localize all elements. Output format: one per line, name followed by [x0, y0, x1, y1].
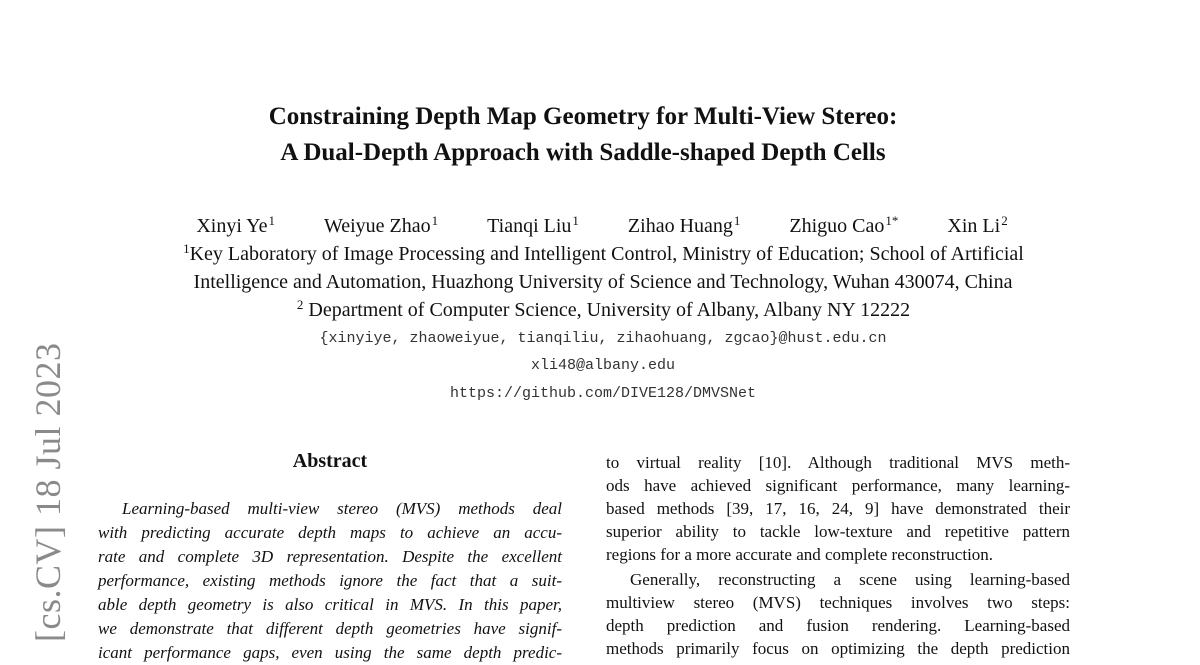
abstract-line: with predicting accurate depth maps to achieve an accu- — [98, 523, 562, 542]
intro-paragraph-1 — [606, 451, 1070, 566]
paper-title — [0, 99, 1166, 171]
abstract-line: rate and complete 3D representation. Despite the excellent — [98, 547, 562, 566]
author: Xinyi Ye$^1$ — [196, 212, 275, 237]
abstract-body — [98, 497, 562, 665]
author: Xin Li$^2$ — [947, 212, 1008, 237]
intro-line: regions for a more accurate and complete reconstruction. — [606, 545, 994, 564]
author: Tianqi Liu$^1$ — [487, 212, 579, 237]
affiliation-line-2: Intelligence and Automation, Huazhong University of Science and Technology, Wuhan 430074, China — [193, 271, 1013, 293]
introduction-column — [606, 451, 1070, 660]
intro-line: to virtual reality [10]. Although traditional MVS meth- — [606, 453, 1070, 472]
abstract-line: performance, existing methods ignore the fact that a suit- — [98, 571, 562, 590]
author: Weiyue Zhao$^1$ — [323, 212, 439, 237]
intro-line: Generally, reconstructing a scene using learning-based — [630, 570, 1070, 589]
affiliation-line-1: $^1$Key Laboratory of Image Processing and Intelligent Control, Ministry of Education; School of Artificial — [183, 240, 1024, 265]
intro-paragraph-2 — [606, 568, 1070, 660]
github-link[interactable]: https://github.com/DIVE128/DMVSNet — [449, 385, 757, 402]
intro-line: multiview stereo (MVS) techniques involves two steps: — [606, 593, 1070, 612]
title-line-2: A Dual-Depth Approach with Saddle-shaped Depth Cells — [280, 139, 886, 166]
abstract-line: able depth geometry is also critical in MVS. In this paper, — [98, 595, 562, 614]
affiliation-line-3: $^2$ Department of Computer Science, University of Albany, Albany NY 12222 — [296, 296, 911, 321]
intro-line: based methods [39, 17, 16, 24, 9] have demonstrated their — [606, 499, 1070, 518]
email-list-hust: {xinyiye, zhaoweiyue, tianqiliu, zihaohuang, zgcao}@hust.edu.cn — [319, 330, 887, 347]
arxiv-stamp: [cs.CV] 18 Jul 2023 — [28, 342, 68, 642]
email-albany: xli48@albany.edu — [530, 357, 676, 374]
abstract-heading: Abstract — [292, 450, 368, 472]
author-list — [0, 212, 1200, 240]
author: Zihao Huang$^1$ — [627, 212, 741, 237]
intro-line: methods primarily focus on optimizing the depth prediction — [606, 639, 1070, 658]
abstract-line: icant performance gaps, even using the same depth predic- — [98, 643, 562, 662]
intro-line: ods have achieved significant performance, many learning- — [606, 476, 1070, 495]
intro-line: depth prediction and fusion rendering. Learning-based — [606, 616, 1070, 635]
intro-line: superior ability to tackle low-texture and repetitive pattern — [606, 522, 1070, 541]
abstract-line: we demonstrate that different depth geometries have signif- — [98, 619, 562, 638]
author: Zhiguo Cao$^{1*}$ — [789, 212, 899, 237]
abstract-line: Learning-based multi-view stereo (MVS) methods deal — [122, 499, 562, 518]
title-line-1: Constraining Depth Map Geometry for Multi-View Stereo: — [268, 103, 898, 130]
